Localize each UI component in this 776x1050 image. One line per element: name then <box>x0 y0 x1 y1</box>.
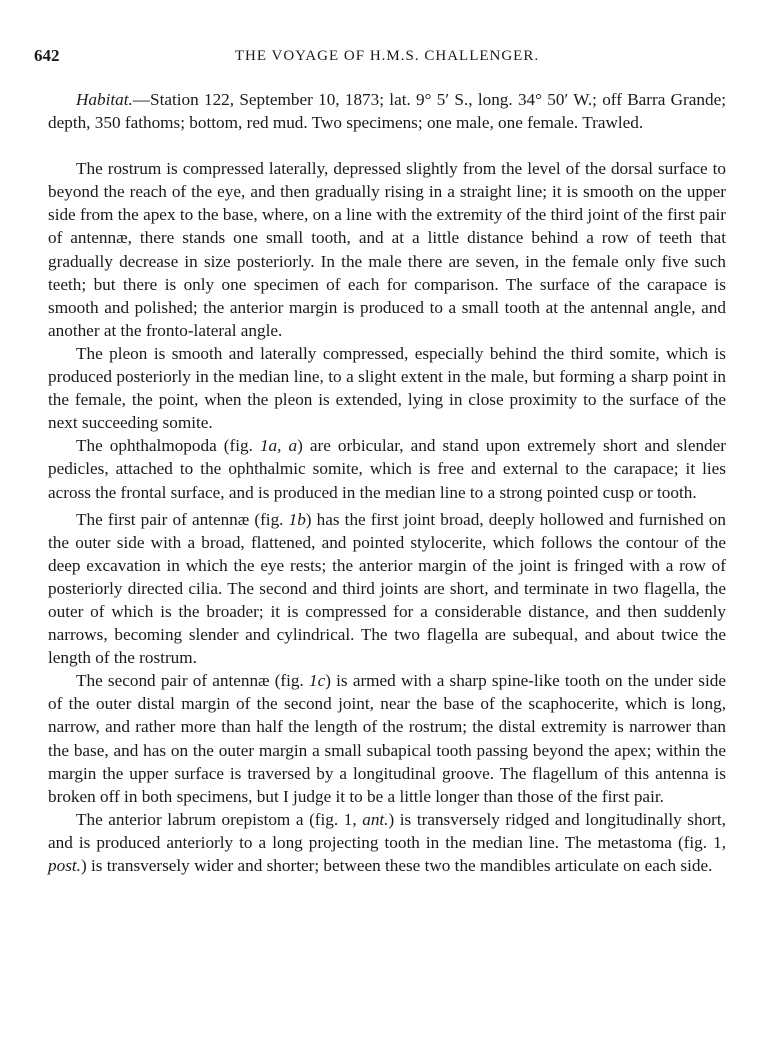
second-antennae-text-b: ) is armed with a sharp spine-like tooth on the under side of the outer distal margin of the second joint, near the base of the scaphocerite, which is long, narrow, and rather more than half the length of the rostrum; the distal extremity is narrower than the base, and has on the outer margin a small subapical tooth passing beyond the apex; within the margin the upper surface is traversed by a longitudinal groove. The flagellum of this antenna is broken off in both specimens, but I judge it to be a little longer than those of the first pair. <box>48 671 726 806</box>
first-antennae-text-b: ) has the first joint broad, deeply hollowed and furnished on the outer side with a broad, flattened, and pointed stylocerite, which follows the contour of the deep excavation in which the eye rests; the anterior margin of the joint is fringed with a row of posteriorly directed cilia. The second and third joints are short, and terminate in two flagella, the outer of which is the broader; it is compressed for a considerable distance, and then suddenly narrows, becoming slender and cylindrical. The two flagella are subequal, and about twice the length of the rostrum. <box>48 509 726 668</box>
page-number: 642 <box>34 46 60 65</box>
body-text <box>48 88 726 877</box>
labrum-text-b: ) is transversely ridged and longitudinally short, and is produced anteriorly to a long projecting tooth in the median line. The metastoma (fig. 1, <box>48 809 726 852</box>
first-antennae-paragraph <box>48 508 726 670</box>
ophthalmopoda-text-a: The ophthalmopoda (fig. <box>76 436 260 456</box>
first-antennae-text-a: The first pair of antennæ (fig. <box>76 509 289 529</box>
first-antennae-fig-ref: 1b <box>288 509 306 529</box>
ophthalmopoda-paragraph <box>48 434 726 503</box>
labrum-fig-ref-post: post. <box>48 856 81 875</box>
habitat-text: —Station 122, September 10, 1873; lat. 9° 5′ S., long. 34° 50′ W.; off Barra Grande; depth, 350 fathoms; bottom, red mud. Two specimens; one male, one female. Trawled. <box>48 90 726 133</box>
second-antennae-fig-ref: 1c <box>309 671 326 691</box>
running-head <box>34 40 726 68</box>
second-antennae-paragraph <box>48 669 726 808</box>
labrum-paragraph <box>48 808 726 877</box>
ophthalmopoda-fig-ref: 1a, a <box>259 436 298 456</box>
labrum-text-c: ) is transversely wider and shorter; between these two the mandibles articulate on each side. <box>80 856 713 875</box>
rostrum-paragraph: The rostrum is compressed laterally, depressed slightly from the level of the dorsal surface to beyond the reach of the eye, and then gradually rising in a straight line; it is smooth on the upper side from the apex to the base, where, on a line with the extremity of the third joint of the first pair of antennæ, there stands one small tooth, and at a little distance behind a row of teeth that gradually decrease in size posteriorly. In the male there are seven, in the female only five such teeth; but there is only one specimen of each for comparison. The surface of the carapace is smooth and polished; the anterior margin is produced to a small tooth at the antennal angle, and another at the fronto-lateral angle. <box>48 159 726 340</box>
labrum-text-a: The anterior labrum orepistom a (fig. 1, <box>76 809 363 829</box>
ophthalmopoda-text-b: ) are orbicular, and stand upon extremely short and slender pedicles, attached to the ophthalmic somite, which is free and external to the carapace; it lies across the frontal surface, and is produced in the median line to a strong pointed cusp or tooth. <box>48 436 726 502</box>
labrum-fig-ref-ant: ant. <box>362 809 389 829</box>
habitat-paragraph <box>48 88 726 134</box>
pleon-paragraph: The pleon is smooth and laterally compressed, especially behind the third somite, which is produced posteriorly in the median line, to a slight extent in the male, but forming a sharp point in the female, the point, when the pleon is extended, lying in close proximity to the surface of the next succeeding somite. <box>48 343 726 433</box>
second-antennae-text-a: The second pair of antennæ (fig. <box>76 671 310 691</box>
running-title: THE VOYAGE OF H.M.S. CHALLENGER. <box>234 48 540 64</box>
habitat-label: Habitat. <box>76 90 133 109</box>
page <box>34 40 726 877</box>
